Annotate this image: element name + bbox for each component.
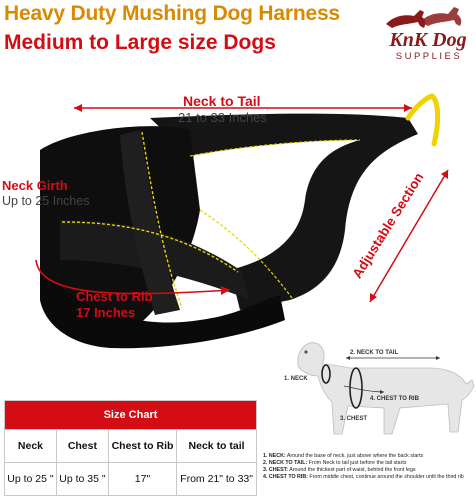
product-subtitle: Medium to Large size Dogs	[4, 31, 276, 54]
logo-subtitle: SUPPLIES	[395, 51, 463, 62]
measurement-notes	[263, 453, 475, 481]
column-header-chest: Chest	[56, 430, 108, 463]
cell-chest: Up to 35 "	[56, 463, 108, 496]
diagram-label-chest: 3. CHEST	[340, 416, 368, 422]
list-item: 2. NECK TO TAIL: From Neck to tail just before the tail starts	[263, 460, 407, 466]
cell-neck-to-tail: From 21" to 33"	[177, 463, 257, 496]
logo-name: KnK Dog	[389, 29, 467, 51]
adjustable-section-label: Adjustable Section	[349, 169, 427, 282]
size-chart-title: Size Chart	[5, 401, 257, 430]
neck-to-tail-value: 21 to 33 Inches	[178, 110, 267, 125]
column-header-chest-to-rib: Chest to Rib	[108, 430, 176, 463]
cell-chest-to-rib: 17"	[108, 463, 176, 496]
chest-to-rib-value: 17 Inches	[76, 305, 136, 320]
list-item: 4. CHEST TO RIB: From middle chest, continue around the shoulder until the third rib	[263, 474, 464, 480]
size-chart-table	[4, 400, 257, 496]
neck-to-tail-label: Neck to Tail	[183, 93, 261, 109]
neck-girth-value: Up to 25 Inches	[2, 194, 90, 208]
cell-neck: Up to 25 "	[5, 463, 57, 496]
table-row	[5, 463, 257, 496]
dog-silhouette-icon	[298, 343, 474, 434]
tail-loop	[408, 96, 438, 144]
column-header-neck-to-tail: Neck to tail	[177, 430, 257, 463]
list-item: 1. NECK: Around the base of neck, just above where the back starts	[263, 453, 424, 459]
diagram-label-chest-to-rib: 4. CHEST TO RIB	[370, 396, 419, 402]
list-item: 3. CHEST: Around the thickest part of waist, behind the front legs	[263, 467, 416, 473]
neck-girth-label: Neck Girth	[2, 178, 68, 193]
dog-measurement-diagram	[280, 328, 476, 450]
column-header-neck: Neck	[5, 430, 57, 463]
running-dogs-icon	[380, 2, 474, 32]
diagram-label-neck-to-tail: 2. NECK TO TAIL	[350, 350, 399, 356]
chest-to-rib-label: Chest to Rib	[76, 289, 153, 304]
product-title: Heavy Duty Mushing Dog Harness	[4, 2, 340, 25]
diagram-label-neck: 1. NECK	[284, 376, 308, 382]
brand-logo	[380, 2, 474, 66]
